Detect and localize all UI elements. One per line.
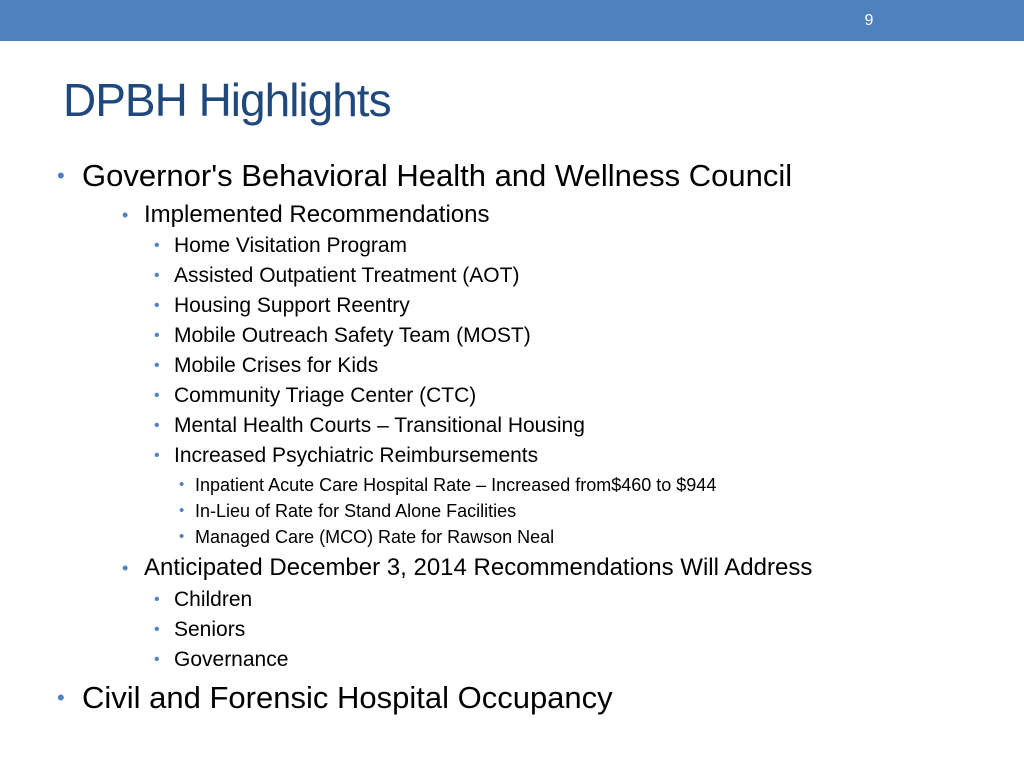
slide-number: 9 xyxy=(864,12,874,29)
bullet-dot: • xyxy=(154,327,160,344)
bullet-aot: Assisted Outpatient Treatment (AOT) xyxy=(174,264,520,287)
bullet-mco-rate: Managed Care (MCO) Rate for Rawson Neal xyxy=(195,527,555,547)
bullet-dot: • xyxy=(154,387,160,404)
bullet-dot: • xyxy=(122,558,129,578)
bullet-dot: • xyxy=(179,476,185,493)
bullet-dot: • xyxy=(57,163,65,188)
bullet-mobile-crises: Mobile Crises for Kids xyxy=(174,354,379,377)
bullet-council: Governor's Behavioral Health and Wellness Council xyxy=(82,158,793,193)
bullet-governance: Governance xyxy=(174,648,289,671)
bullet-seniors: Seniors xyxy=(174,618,246,641)
bullet-dot: • xyxy=(154,357,160,374)
bullet-psychiatric-reimbursements: Increased Psychiatric Reimbursements xyxy=(174,444,539,467)
bullet-dot: • xyxy=(154,297,160,314)
bullet-dot: • xyxy=(154,447,160,464)
bullet-occupancy: Civil and Forensic Hospital Occupancy xyxy=(82,680,613,715)
bullet-implemented: Implemented Recommendations xyxy=(144,201,490,228)
slide-title: DPBH Highlights xyxy=(63,74,391,126)
bullet-home-visitation: Home Visitation Program xyxy=(174,234,408,257)
bullet-inpatient-rate: Inpatient Acute Care Hospital Rate – Increased from$460 to $944 xyxy=(195,475,717,495)
bullet-children: Children xyxy=(174,588,253,611)
bullet-dot: • xyxy=(154,417,160,434)
bullet-dot: • xyxy=(122,205,129,225)
bullet-housing-support: Housing Support Reentry xyxy=(174,294,410,317)
bullet-in-lieu-rate: In-Lieu of Rate for Stand Alone Facilities xyxy=(195,501,517,521)
bullet-dot: • xyxy=(154,651,160,668)
bullet-dot: • xyxy=(179,528,185,545)
bullet-most: Mobile Outreach Safety Team (MOST) xyxy=(174,324,531,347)
bullet-ctc: Community Triage Center (CTC) xyxy=(174,384,477,407)
bullet-dot: • xyxy=(179,502,185,519)
bullet-anticipated: Anticipated December 3, 2014 Recommendations Will Address xyxy=(144,554,813,581)
bullet-mental-health-courts: Mental Health Courts – Transitional Housing xyxy=(174,414,585,437)
bullet-dot: • xyxy=(154,621,160,638)
bullet-dot: • xyxy=(154,237,160,254)
bullet-dot: • xyxy=(57,685,65,710)
bullet-dot: • xyxy=(154,267,160,284)
bullet-dot: • xyxy=(154,591,160,608)
